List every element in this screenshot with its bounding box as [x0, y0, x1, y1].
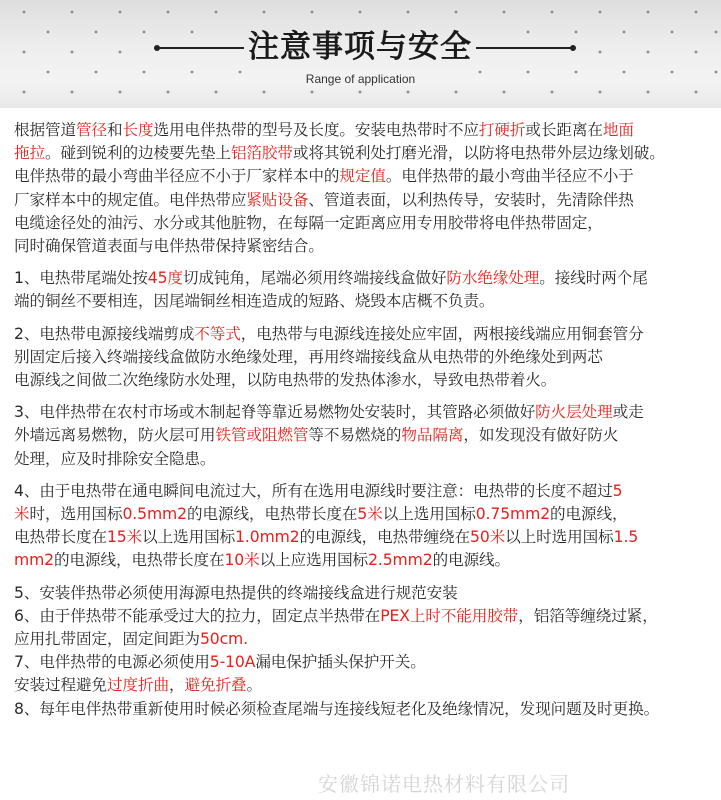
body-text: 1、电热带尾端处按 — [14, 269, 148, 288]
highlight-text: 5-10A — [209, 653, 256, 672]
body-text: 以上选用国标 — [382, 505, 476, 524]
highlight-text: 15米 — [106, 528, 143, 547]
header-banner — [0, 0, 721, 108]
body-text: 或将其锐利处打磨光滑，以防将电热带外层边缘划破。 — [292, 144, 665, 163]
body-text: 的电源线， — [550, 505, 628, 524]
title-rule-left — [158, 47, 244, 49]
body-text: 电伴热带的最小弯曲半径应不小于厂家样本中的 — [14, 167, 340, 186]
notice-item — [14, 651, 714, 674]
text-line — [14, 369, 714, 392]
body-text: 时，选用国标 — [29, 505, 123, 524]
text-line — [14, 424, 714, 447]
body-text: 端的铜丝不要相连，因尾端铜丝相连造成的短路、烧毁本店概不负责。 — [14, 292, 495, 311]
highlight-text: 50米 — [470, 528, 506, 547]
notice-item — [14, 323, 714, 393]
notice-item — [14, 480, 714, 573]
highlight-text: 1.0mm2 — [235, 528, 300, 547]
body-text: 厂家样本中的规定值。电伴热带应 — [14, 190, 247, 209]
body-text: 以上时选用国标 — [505, 528, 614, 547]
text-line — [14, 582, 714, 605]
text-line — [14, 448, 714, 471]
body-text: 。碰到锐利的边棱要先垫上 — [45, 144, 231, 163]
intro-paragraph — [14, 119, 714, 258]
text-line — [14, 189, 714, 212]
title-row — [0, 26, 721, 68]
highlight-text: 防火层处理 — [535, 403, 613, 422]
body-text: 8、每年电伴热带重新使用时候必须检查尾端与连接线短老化及绝缘情况，发现问题及时更换。 — [14, 699, 660, 718]
text-line — [14, 401, 714, 424]
body-text: 应用扎带固定，固定间距为 — [14, 630, 200, 649]
body-text: 根据管道 — [14, 121, 76, 139]
highlight-text: 打硬折 — [478, 121, 526, 139]
text-line — [14, 526, 714, 549]
body-text: 、管道表面，以利热传导，安装时，先清除伴热 — [308, 190, 634, 209]
body-text: 别固定后接入终端接线盒做防水绝缘处理，再用终端接线盒从电热带的外绝缘处到两芯 — [14, 347, 603, 366]
body-text: 电缆途径处的油污、水分或其他脏物，在每隔一定距离应用专用胶带将电伴热带固定， — [14, 213, 603, 232]
body-text: 的电源线，电热带缠绕在 — [299, 528, 471, 547]
highlight-text: 铝箔胶带 — [230, 144, 293, 163]
body-text: 或走 — [612, 403, 644, 422]
notice-item — [14, 698, 714, 721]
text-line — [14, 323, 714, 346]
text-line — [14, 346, 714, 369]
text-line — [14, 267, 714, 290]
body-text: ，如发现没有做好防火 — [463, 426, 619, 445]
highlight-text: 过度折曲 — [106, 676, 169, 695]
body-text: 或长距离在 — [525, 121, 603, 139]
highlight-text: 5 — [612, 481, 623, 500]
highlight-text: 拖拉 — [14, 144, 45, 163]
highlight-text: PEX上时不能用胶带 — [380, 606, 519, 625]
highlight-text: 2.5mm2 — [368, 551, 433, 570]
highlight-text: mm2 — [14, 551, 55, 570]
highlight-text: 10米 — [224, 551, 260, 570]
body-text: 以上应选用国标 — [259, 551, 369, 570]
body-text: 以上选用国标 — [142, 528, 236, 547]
company-watermark: 安徽锦诺电热材料有限公司 — [318, 772, 570, 796]
text-line — [14, 628, 714, 651]
body-text: ， — [168, 676, 185, 695]
body-text: ，电热带与电源线连接处应牢固，两根接线端应用铜套管分 — [240, 324, 644, 343]
body-text: 7、电伴热带的电源必须使用 — [14, 653, 210, 672]
notice-item — [14, 401, 714, 471]
body-text: 。 — [246, 676, 262, 695]
body-text: 漏电保护插头保护开关。 — [255, 653, 426, 672]
text-line — [14, 165, 714, 188]
highlight-text: 50cm. — [199, 630, 249, 649]
notice-item — [14, 267, 714, 313]
text-line — [14, 142, 714, 165]
body-text: 处理，应及时排除安全隐患。 — [14, 449, 216, 468]
body-text: ，铝箔等缠绕过紧， — [518, 606, 658, 625]
highlight-text: 管径 — [75, 121, 107, 139]
text-line — [14, 698, 714, 721]
highlight-text: 紧贴设备 — [246, 190, 309, 209]
body-text: 的电源线，电热带长度在 — [54, 551, 225, 570]
body-text: 选用电伴热带的型号及长度。安装电热带时不应 — [153, 121, 479, 139]
body-text: 切成钝角，尾端必须用终端接线盒做好 — [182, 269, 447, 288]
text-line — [14, 290, 714, 313]
body-text: 2、电热带电源接线端剪成 — [14, 324, 195, 343]
notice-item — [14, 674, 714, 697]
page-title: 注意事项与安全 — [248, 29, 472, 65]
highlight-text: 1.5 — [613, 528, 639, 547]
highlight-text: 米 — [14, 505, 30, 524]
highlight-text: 规定值 — [339, 167, 386, 186]
text-line — [14, 480, 714, 503]
page-subtitle: Range of application — [305, 72, 416, 86]
body-text: 电源线之间做二次绝缘防水处理，以防电热带的发热体渗水，导致电热带着火。 — [14, 371, 557, 390]
highlight-text: 地面 — [602, 121, 634, 139]
body-text: 安装过程避免 — [14, 676, 107, 695]
highlight-text: 不等式 — [194, 324, 241, 343]
highlight-text: 长度 — [122, 121, 154, 139]
body-text: 5、安装伴热带必须使用海源电热提供的终端接线盒进行规范安装 — [14, 583, 458, 602]
body-text: 6、由于伴热带不能承受过大的拉力，固定点半热带在 — [14, 606, 381, 625]
body-text: 。电伴热带的最小弯曲半径应不小于 — [385, 167, 634, 186]
body-text: 和 — [106, 121, 123, 139]
highlight-text: 45度 — [147, 269, 183, 288]
body-text: 。接线时两个尾 — [539, 269, 648, 288]
highlight-text: 0.5mm2 — [122, 505, 187, 524]
text-line — [14, 549, 714, 572]
text-line — [14, 503, 714, 526]
body-text: 等不易燃烧的 — [308, 426, 402, 445]
highlight-text: 铁管或阻燃管 — [215, 426, 309, 445]
highlight-text: 物品隔离 — [401, 426, 464, 445]
title-rule-right — [476, 47, 572, 49]
text-line — [14, 212, 714, 235]
highlight-text: 避免折叠 — [184, 676, 247, 695]
text-line — [14, 674, 714, 697]
text-line — [14, 605, 714, 628]
body-text: 4、由于电热带在通电瞬间电流过大，所有在选用电源线时要注意：电热带的长度不超过 — [14, 481, 613, 500]
highlight-text: 防水绝缘处理 — [446, 269, 540, 288]
body-text: 的电源线。 — [432, 551, 511, 570]
body-text: 外墙远离易燃物，防火层可用 — [14, 426, 216, 445]
notice-item — [14, 605, 714, 651]
body-text: 的电源线，电热带长度在 — [186, 505, 358, 524]
body-text: 同时确保管道表面与电伴热带保持紧密结合。 — [14, 237, 324, 256]
content-body — [14, 119, 714, 721]
body-text: 电热带长度在 — [14, 528, 107, 547]
highlight-text: 5米 — [357, 505, 383, 524]
text-line — [14, 119, 714, 142]
highlight-text: 0.75mm2 — [475, 505, 551, 524]
notice-item — [14, 582, 714, 605]
text-line — [14, 235, 714, 258]
text-line — [14, 651, 714, 674]
body-text: 3、电伴热带在农村市场或木制起脊等靠近易燃物处安装时，其管路必须做好 — [14, 403, 536, 422]
